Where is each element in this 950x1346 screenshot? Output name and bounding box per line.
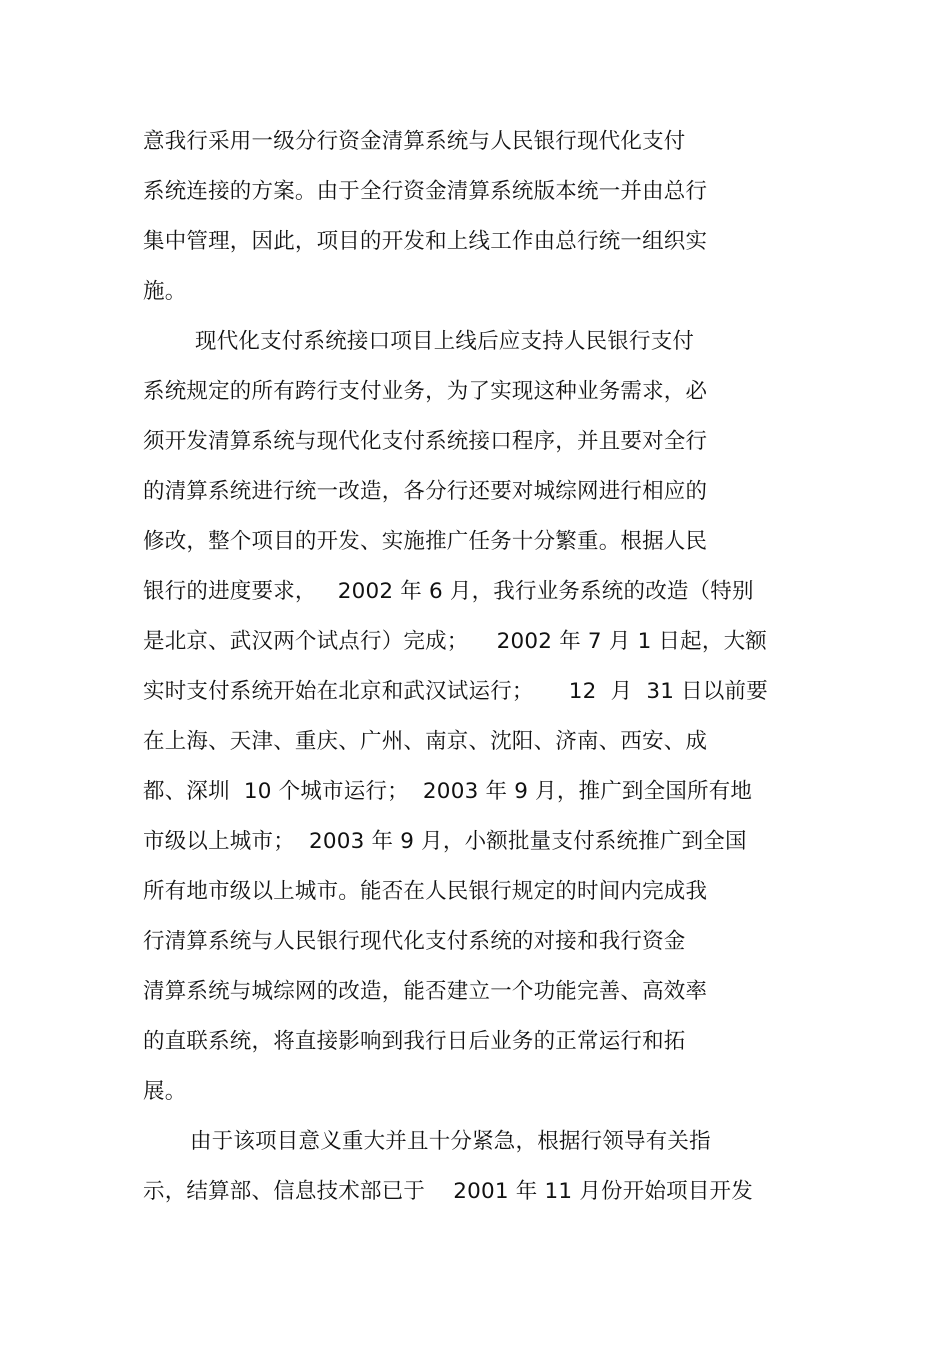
text-line-19: 的直联系统，将直接影响到我行日后业务的正常运行和拓 <box>143 1029 686 1054</box>
text-line-17: 行清算系统与人民银行现代化支付系统的对接和我行资金 <box>143 929 686 954</box>
text-line-9: 修改，整个项目的开发、实施推广任务十分繁重。根据人民 <box>143 529 708 554</box>
text-line-4: 施。 <box>143 279 187 304</box>
text-line-18: 清算系统与城综网的改造，能否建立一个功能完善、高效率 <box>143 979 708 1004</box>
text-line-7: 须开发清算系统与现代化支付系统接口程序，并且要对全行 <box>143 429 708 454</box>
text-line-13: 在上海、天津、重庆、广州、南京、沈阳、济南、西安、成 <box>143 729 708 754</box>
text-line-8: 的清算系统进行统一改造，各分行还要对城综网进行相应的 <box>143 479 708 504</box>
text-line-1: 意我行采用一级分行资金清算系统与人民银行现代化支付 <box>143 129 686 154</box>
text-line-12: 实时支付系统开始在北京和武汉试运行； 12 月 31 日以前要 <box>143 679 768 704</box>
text-line-11: 是北京、武汉两个试点行）完成； 2002 年 7 月 1 日起，大额 <box>143 629 767 654</box>
text-line-16: 所有地市级以上城市。能否在人民银行规定的时间内完成我 <box>143 879 708 904</box>
text-line-5: 现代化支付系统接口项目上线后应支持人民银行支付 <box>195 329 695 354</box>
text-line-3: 集中管理，因此，项目的开发和上线工作由总行统一组织实 <box>143 229 708 254</box>
text-line-22: 示，结算部、信息技术部已于 2001 年 11 月份开始项目开发 <box>143 1179 753 1204</box>
text-line-21: 由于该项目意义重大并且十分紧急，根据行领导有关指 <box>190 1129 711 1154</box>
text-line-15: 市级以上城市； 2003 年 9 月，小额批量支付系统推广到全国 <box>143 829 747 854</box>
text-line-6: 系统规定的所有跨行支付业务，为了实现这种业务需求，必 <box>143 379 708 404</box>
text-line-14: 都、深圳 10 个城市运行； 2003 年 9 月，推广到全国所有地 <box>143 779 753 804</box>
text-line-2: 系统连接的方案。由于全行资金清算系统版本统一并由总行 <box>143 179 708 204</box>
text-line-20: 展。 <box>143 1079 187 1104</box>
text-line-10: 银行的进度要求， 2002 年 6 月，我行业务系统的改造（特别 <box>143 579 754 604</box>
